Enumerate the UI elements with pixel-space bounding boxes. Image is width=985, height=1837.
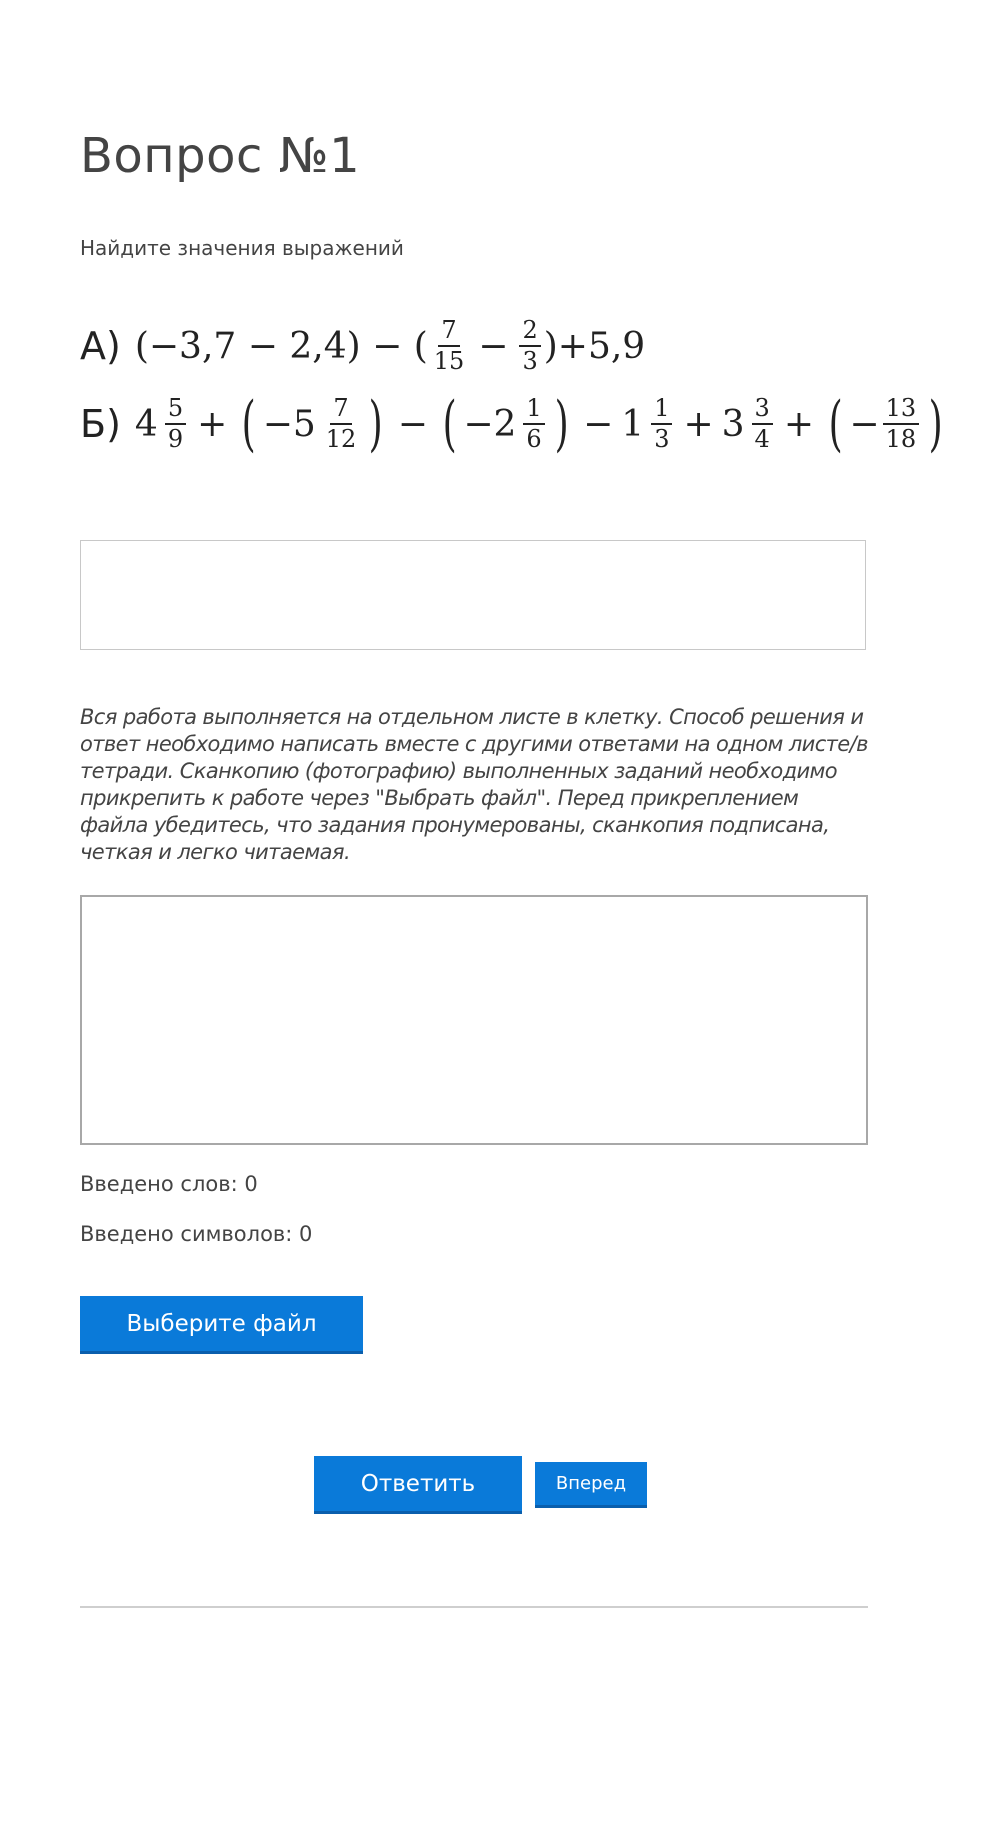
fraction-denominator: 15 [433, 347, 465, 375]
fraction-denominator: 3 [654, 425, 670, 453]
fraction-denominator: 3 [522, 347, 538, 375]
left-paren: ( [241, 389, 257, 459]
fraction-numerator: 1 [651, 396, 672, 425]
fraction-numerator: 7 [438, 318, 459, 347]
formula-a-fraction-2 [519, 315, 540, 375]
word-counter: Введено слов: 0 [80, 1172, 258, 1196]
mixed-whole: 4 [134, 403, 158, 445]
fraction-numerator: 5 [165, 396, 186, 425]
fraction-denominator: 4 [754, 425, 770, 453]
formula-a [80, 306, 645, 386]
mixed-whole: 1 [621, 403, 645, 445]
formula-a-minus: − [478, 325, 509, 367]
fraction-denominator: 12 [325, 425, 357, 453]
answer-input[interactable] [80, 540, 866, 650]
formula-a-part1: (−3,7 − 2,4) − ( [134, 325, 428, 367]
fraction-denominator: 6 [526, 425, 542, 453]
mixed-fraction [752, 393, 773, 453]
left-paren: ( [828, 389, 843, 459]
right-paren: ) [554, 389, 569, 459]
fraction [883, 393, 920, 453]
operator-plus: + [197, 403, 228, 445]
fraction-denominator: 9 [167, 425, 184, 453]
left-paren: ( [442, 389, 457, 459]
fraction-numerator: 2 [519, 318, 540, 347]
question-title: Вопрос №1 [80, 128, 361, 184]
mixed-fraction [523, 393, 544, 453]
mixed-fraction [165, 393, 186, 453]
negative-sign: − [849, 403, 880, 445]
right-paren: ) [368, 389, 384, 459]
mixed-whole: 3 [721, 403, 745, 445]
fraction-numerator: 1 [523, 396, 544, 425]
formula-b-label: Б) [80, 402, 121, 446]
formula-a-fraction-1 [431, 315, 468, 375]
answer-button[interactable]: Ответить [314, 1456, 522, 1514]
formula-a-part2: )+5,9 [543, 325, 646, 367]
right-paren: ) [928, 389, 943, 459]
operator-minus: − [583, 403, 614, 445]
mixed-whole: −2 [463, 403, 517, 445]
formula-a-label: А) [80, 324, 121, 368]
solution-textarea[interactable] [80, 895, 868, 1145]
mixed-fraction [323, 393, 360, 453]
fraction-numerator: 3 [752, 396, 773, 425]
next-button[interactable]: Вперед [535, 1462, 647, 1508]
fraction-numerator: 13 [883, 396, 920, 425]
formula-b [80, 384, 950, 464]
choose-file-button[interactable]: Выберите файл [80, 1296, 363, 1354]
mixed-fraction [651, 393, 672, 453]
fraction-denominator: 18 [885, 425, 917, 453]
mixed-whole: −5 [262, 403, 316, 445]
operator-plus: + [683, 403, 714, 445]
fraction-numerator: 7 [330, 396, 351, 425]
question-prompt: Найдите значения выражений [80, 236, 404, 260]
operator-minus: − [397, 403, 428, 445]
operator-plus: + [783, 403, 814, 445]
divider [80, 1606, 868, 1608]
char-counter: Введено символов: 0 [80, 1222, 313, 1246]
instructions-text: Вся работа выполняется на отдельном листе в клетку. Способ решения и ответ необходимо написать вместе с другими ответами на одном листе/в тетради. Сканкопию (фотографию) выполненных заданий необходимо прикрепить к работе через "Выбрать файл". Перед прикреплением файла убедитесь, что задания пронумерованы, сканкопия подписана, четкая и легко читаемая. [80, 705, 868, 864]
